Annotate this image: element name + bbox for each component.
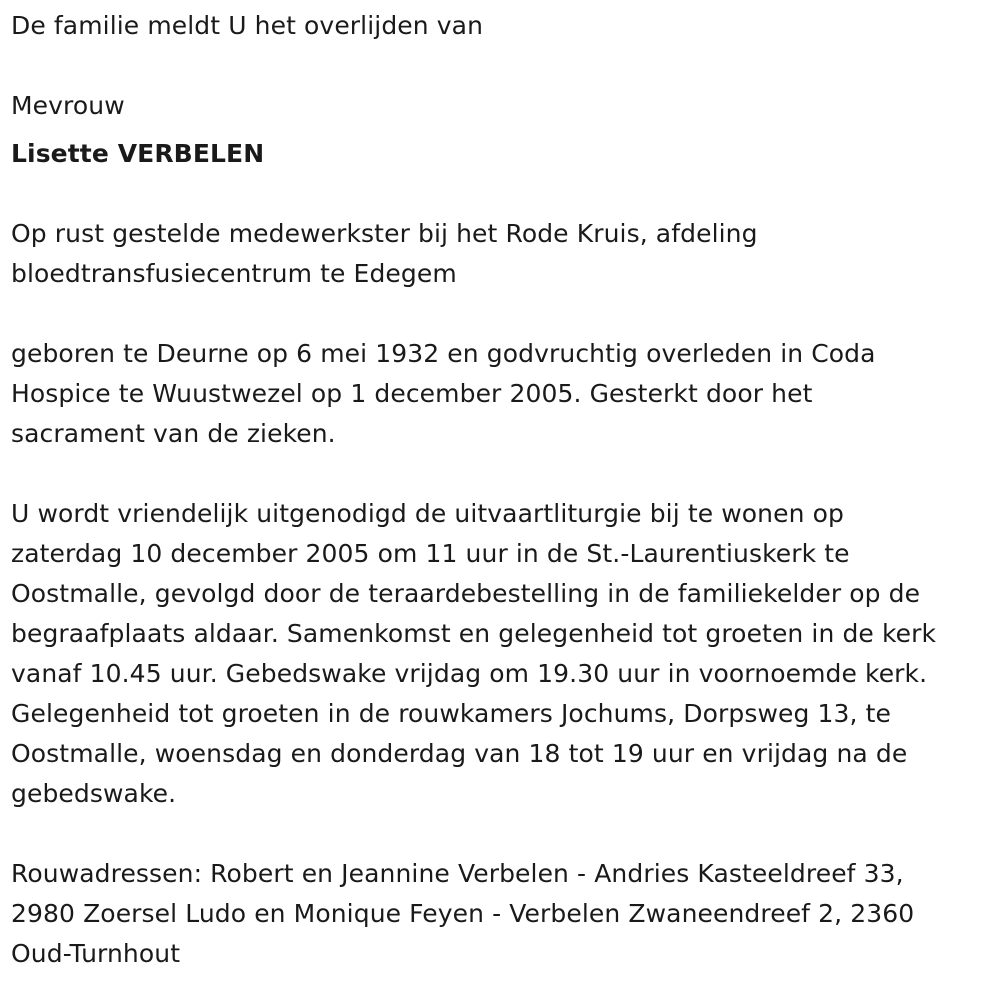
birth-death-line: Hospice te Wuustwezel op 1 december 2005. Gesterkt door het — [11, 379, 813, 408]
deceased-name: Lisette VERBELEN — [11, 139, 265, 168]
occupation-line: Op rust gestelde medewerkster bij het Rode Kruis, afdeling — [11, 219, 758, 248]
funeral-line: begraafplaats aldaar. Samenkomst en gelegenheid tot groeten in de kerk — [11, 619, 937, 648]
occupation-paragraph — [11, 214, 996, 294]
funeral-line: zaterdag 10 december 2005 om 11 uur in de St.-Laurentiuskerk te — [11, 539, 850, 568]
funeral-paragraph — [11, 494, 996, 814]
funeral-line: gebedswake. — [11, 779, 177, 808]
funeral-line: Oostmalle, gevolgd door de teraardebestelling in de familiekelder op de — [11, 579, 921, 608]
funeral-line: Oostmalle, woensdag en donderdag van 18 tot 19 uur en vrijdag na de — [11, 739, 908, 768]
address-line: Oud-Turnhout — [11, 939, 181, 968]
funeral-line: Gelegenheid tot groeten in de rouwkamers Jochums, Dorpsweg 13, te — [11, 699, 891, 728]
intro-text: De familie meldt U het overlijden van — [11, 11, 484, 40]
birth-death-line: sacrament van de zieken. — [11, 419, 336, 448]
funeral-line: U wordt vriendelijk uitgenodigd de uitvaartliturgie bij te wonen op — [11, 499, 844, 528]
obituary-document — [11, 6, 996, 974]
honorific-title: Mevrouw — [11, 91, 125, 120]
birth-death-line: geboren te Deurne op 6 mei 1932 en godvruchtig overleden in Coda — [11, 339, 876, 368]
birth-death-paragraph — [11, 334, 996, 454]
address-line: Rouwadressen: Robert en Jeannine Verbelen - Andries Kasteeldreef 33, — [11, 859, 904, 888]
occupation-line: bloedtransfusiecentrum te Edegem — [11, 259, 457, 288]
address-line: 2980 Zoersel Ludo en Monique Feyen - Verbelen Zwaneendreef 2, 2360 — [11, 899, 915, 928]
funeral-line: vanaf 10.45 uur. Gebedswake vrijdag om 19.30 uur in voornoemde kerk. — [11, 659, 928, 688]
addresses-paragraph — [11, 854, 996, 974]
